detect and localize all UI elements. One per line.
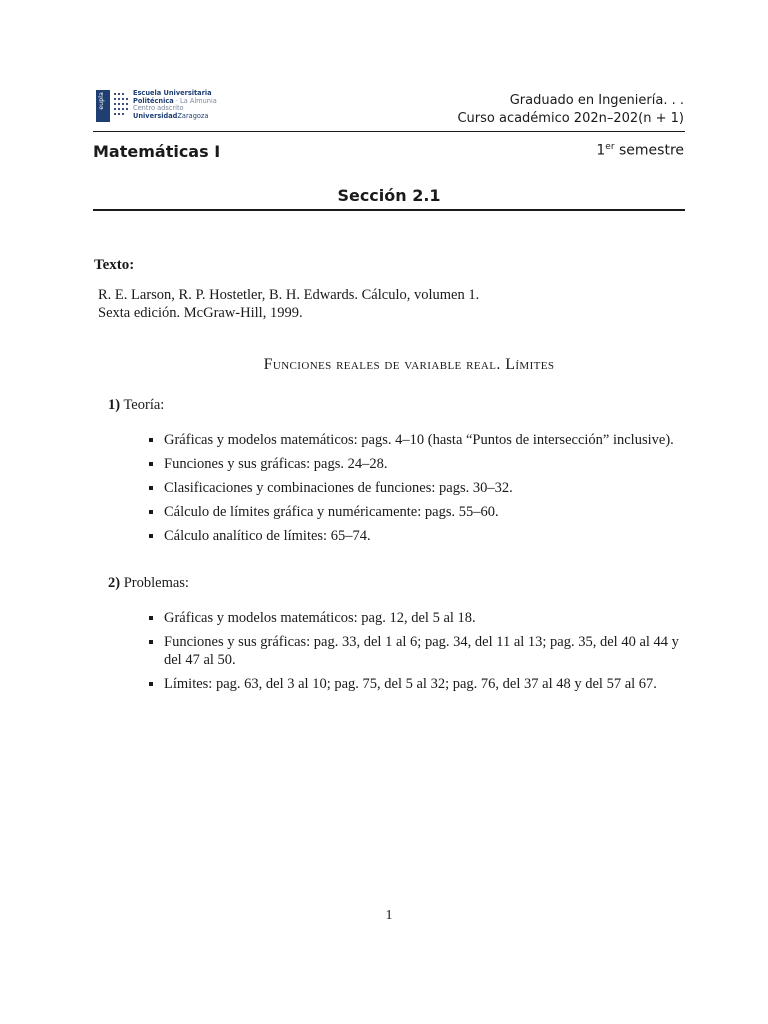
- list-item-text: Funciones y sus gráficas: pag. 33, del 1 al 6; pag. 34, del 11 al 13; pag. 35, del 40 al 44 y del 47 al 50.: [164, 634, 679, 668]
- logo-line-4b: Zaragoza: [177, 111, 209, 120]
- topic-heading: Funciones reales de variable real. Límites: [263, 356, 555, 373]
- list-item: [148, 455, 686, 473]
- list-item: [148, 431, 686, 449]
- bullet-icon: [149, 640, 153, 644]
- logo-grid-icon: [114, 93, 128, 119]
- list-item: [148, 479, 686, 497]
- semester-ordinal: er: [605, 142, 615, 152]
- page-number: 1: [385, 908, 393, 923]
- problemas-heading: [108, 575, 189, 592]
- reference-line-2: Sexta edición. McGraw-Hill, 1999.: [98, 305, 303, 321]
- section-divider: [93, 209, 685, 211]
- institution-logo: [96, 90, 236, 122]
- list-item-text: Clasificaciones y combinaciones de funciones: pags. 30–32.: [164, 480, 513, 496]
- logo-line-2b: · La Almunia: [173, 96, 217, 105]
- list-item-text: Cálculo de límites gráfica y numéricamente: pags. 55–60.: [164, 504, 499, 520]
- logo-line-4a: Universidad: [133, 111, 178, 120]
- list-item: [148, 609, 686, 627]
- header-right: [457, 92, 684, 128]
- teoria-label: Teoría:: [120, 397, 165, 413]
- bullet-icon: [149, 486, 153, 490]
- program-name: Graduado en Ingeniería. . .: [509, 93, 684, 108]
- logo-line-1: Escuela Universitaria: [133, 89, 212, 97]
- textbook-reference: [98, 286, 479, 322]
- teoria-list: [148, 431, 686, 551]
- academic-year: Curso académico 202n–202(n + 1): [457, 111, 684, 126]
- list-item-text: Gráficas y modelos matemáticos: pag. 12, del 5 al 18.: [164, 610, 476, 626]
- bullet-icon: [149, 510, 153, 514]
- section-title: Sección 2.1: [337, 186, 441, 205]
- list-item-text: Límites: pag. 63, del 3 al 10; pag. 75, del 5 al 32; pag. 76, del 37 al 48 y del 57 al 67.: [164, 676, 657, 692]
- list-item-text: Funciones y sus gráficas: pags. 24–28.: [164, 456, 388, 472]
- bullet-icon: [149, 682, 153, 686]
- reference-line-1: R. E. Larson, R. P. Hostetler, B. H. Edwards. Cálculo, volumen 1.: [98, 287, 480, 303]
- bullet-icon: [149, 534, 153, 538]
- header-divider: [93, 131, 685, 132]
- list-item-text: Gráficas y modelos matemáticos: pags. 4–10 (hasta “Puntos de intersección” inclusive).: [164, 432, 674, 448]
- semester: [596, 142, 684, 159]
- problemas-label: Problemas:: [120, 575, 189, 591]
- teoria-heading: [108, 397, 164, 414]
- bullet-icon: [149, 616, 153, 620]
- bullet-icon: [149, 438, 153, 442]
- logo-text: [133, 90, 217, 120]
- course-title: Matemáticas I: [93, 142, 221, 161]
- problemas-list: [148, 609, 686, 699]
- list-item: [148, 527, 686, 545]
- texto-heading: Texto:: [94, 257, 135, 273]
- bullet-icon: [149, 462, 153, 466]
- problemas-number: 2): [108, 575, 121, 591]
- logo-mark: [96, 90, 110, 122]
- logo-vertical-text: eupla: [98, 92, 105, 110]
- list-item: [148, 675, 686, 693]
- list-item-text: Cálculo analítico de límites: 65–74.: [164, 528, 371, 544]
- semester-word: semestre: [614, 142, 684, 159]
- semester-number: 1: [596, 142, 606, 159]
- list-item: [148, 633, 686, 669]
- list-item: [148, 503, 686, 521]
- teoria-number: 1): [108, 397, 121, 413]
- logo-line-2a: Politécnica: [133, 96, 174, 105]
- logo-line-3: Centro adscrito: [133, 104, 184, 113]
